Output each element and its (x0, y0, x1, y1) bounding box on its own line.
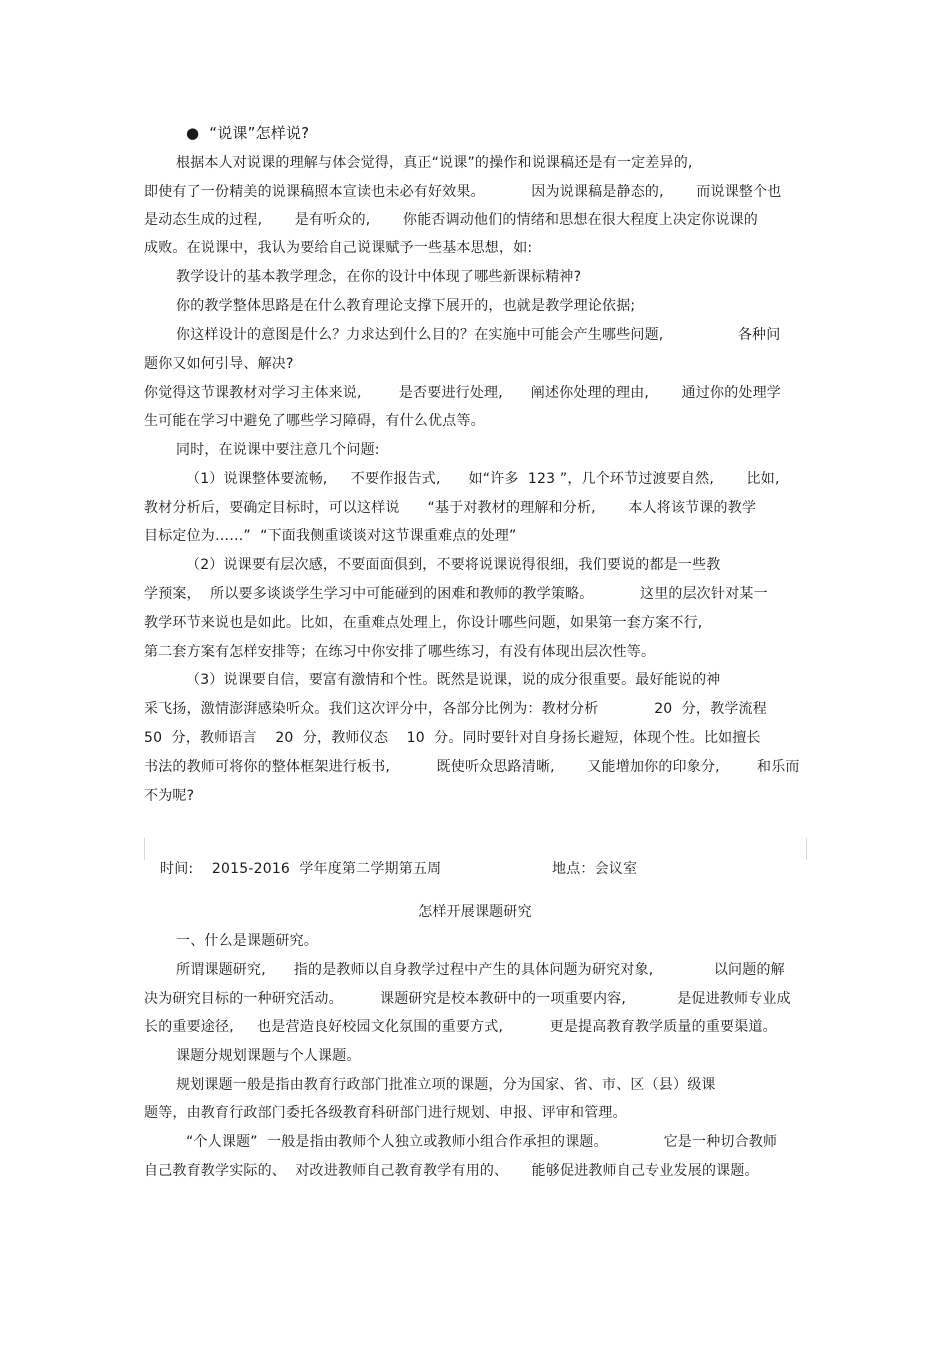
paragraph-line: （3）说课要自信，要富有激情和个性。既然是说课，说的成分很重要。最好能说的神 (186, 672, 721, 688)
paragraph-line: 目标定位为……” “下面我侧重谈谈对这节课重难点的处理” (144, 528, 517, 544)
paragraph-line: 题等，由教育行政部门委托各级教育科研部门进行规划、申报、评审和管理。 (144, 1105, 627, 1121)
paragraph-line: 决为研究目标的一种研究活动。 课题研究是校本教研中的一项重要内容, 是促进教师专业成 (144, 991, 791, 1007)
paragraph-line: 教材分析后，要确定目标时，可以这样说 “基于对教材的理解和分析, 本人将该节课的教学 (144, 500, 757, 516)
paragraph-line: （2）说课要有层次感，不要面面俱到，不要将说课说得很细，我们要说的都是一些教 (186, 557, 721, 573)
paragraph-line: “个人课题” 一般是指由教师个人独立或教师小组合作承担的课题。 它是一种切合教师 (186, 1134, 778, 1150)
paragraph-line: 成败。在说课中，我认为要给自己说课赋予一些基本思想，如: (144, 240, 533, 256)
paragraph-line: 同时，在说课中要注意几个问题: (176, 442, 380, 458)
meeting-time: 时间: 2015-2016 学年度第二学期第五周 (160, 861, 442, 877)
paragraph-line: 规划课题一般是指由教育行政部门批准立项的课题，分为国家、省、市、区（县）级课 (176, 1077, 716, 1093)
paragraph-line: 书法的教师可将你的整体框架进行板书, 既使听众思路清晰, 又能增加你的印象分, 和乐而 (144, 759, 800, 775)
paragraph-line: 根据本人对说课的理解与体会觉得，真正“说课”的操作和说课稿还是有一定差异的, (176, 155, 693, 171)
section-title: 怎样开展课题研究 (418, 904, 532, 920)
paragraph-line: 一、什么是课题研究。 (176, 933, 318, 949)
paragraph-line: 生可能在学习中避免了哪些学习障碍，有什么优点等。 (144, 413, 485, 429)
paragraph-line: 所谓课题研究, 指的是教师以自身教学过程中产生的具体问题为研究对象, 以问题的解 (176, 962, 785, 978)
paragraph-line: 学预案， 所以要多谈谈学生学习中可能碰到的困难和教师的教学策略。 这里的层次针对某一 (144, 586, 768, 602)
paragraph-line: 第二套方案有怎样安排等；在练习中你安排了哪些练习，有没有体现出层次性等。 (144, 644, 656, 660)
paragraph-line: 题你又如何引导、解决? (144, 356, 294, 372)
paragraph-line: 教学环节来说也是如此。比如，在重难点处理上，你设计哪些问题，如果第一套方案不行, (144, 615, 703, 631)
meeting-place: 地点：会议室 (552, 861, 638, 877)
paragraph-line: 你的教学整体思路是在什么教育理论支撑下展开的，也就是教学理论依据; (176, 298, 636, 314)
paragraph-line: 即使有了一份精美的说课稿照本宣读也未必有好效果。 因为说课稿是静态的, 而说课整个也 (144, 184, 782, 200)
paragraph-line: 自己教育教学实际的、 对改进教师自己教育教学有用的、 能够促进教师自己专业发展的课题。 (144, 1163, 759, 1179)
page-break-marker (806, 838, 807, 860)
paragraph-line: 不为呢? (144, 788, 195, 804)
paragraph-line: 50 分，教师语言 20 分，教师仪态 10 分。同时要针对自身扬长避短，体现个性。比如擅长 (144, 730, 761, 746)
paragraph-line: 长的重要途径, 也是营造良好校园文化氛围的重要方式, 更是提高教育教学质量的重要渠道。 (144, 1019, 777, 1035)
page-break-marker (144, 838, 145, 860)
paragraph-line: 你觉得这节课教材对学习主体来说, 是否要进行处理, 阐述你处理的理由, 通过你的处理学 (144, 385, 782, 401)
paragraph-line: 采飞扬，激情澎湃感染听众。我们这次评分中，各部分比例为：教材分析 20 分，教学流程 (144, 701, 767, 717)
paragraph-line: 课题分规划课题与个人课题。 (176, 1048, 361, 1064)
paragraph-line: （1）说课整体要流畅, 不要作报告式, 如“许多 123 ”，几个环节过渡要自然, 比如, (186, 471, 780, 487)
paragraph-line: 教学设计的基本教学理念，在你的设计中体现了哪些新课标精神? (176, 269, 582, 285)
paragraph-line: 你这样设计的意图是什么？力求达到什么目的？在实施中可能会产生哪些问题, 各种问 (176, 327, 781, 343)
section-heading: ● “说课”怎样说? (186, 124, 310, 142)
paragraph-line: 是动态生成的过程, 是有听众的, 你能否调动他们的情绪和思想在很大程度上决定你说课的 (144, 212, 759, 228)
